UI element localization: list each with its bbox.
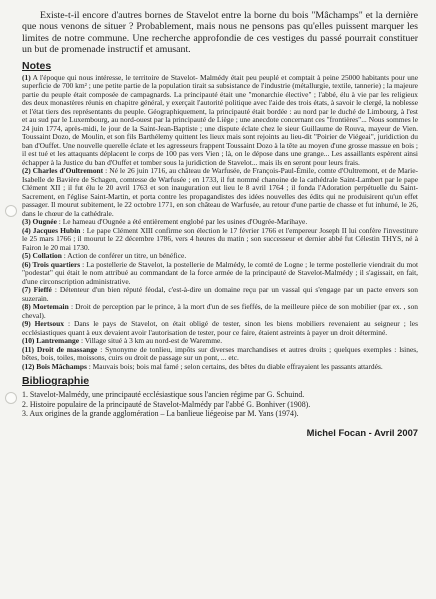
- note-label: (12) Bois Mâchamps: [22, 361, 87, 371]
- binder-hole-top: [5, 205, 17, 217]
- note-label: (3) Ougnée: [22, 217, 57, 227]
- note-label: (9) Hertsoux: [22, 319, 64, 329]
- note-label: (11) Droit de massange: [22, 344, 98, 354]
- bibliography-heading: Bibliographie: [22, 375, 90, 388]
- note-text: : Détenteur d'un bien réputé féodal, c'est-à-dire un domaine reçu par un vassal qui s'engage par un pacte envers son suzerain.: [22, 285, 418, 303]
- note-item: [22, 346, 418, 363]
- note-text: : Le pape Clément XIII confirme son élection le 17 février 1766 et l'empereur Joseph II lui confère l'investiture le 25 mars 1766 ; il mourut le 22 décembre 1786, vers 4 heures du matin ; son successeur et dernier abbé fut Célestin THYS, né à Fairon le 20 mai 1730.: [22, 225, 419, 252]
- note-text: : Synonyme de tonlieu, impôts sur diverses marchandises et autres droits ; quelques exemples : lsines, bêtes, bois, toiles, moissons, cuirs ou droit de passage sur un pont, ... etc.: [22, 344, 419, 363]
- note-label: (5) Collation: [22, 251, 62, 261]
- note-item: [22, 74, 418, 168]
- note-item: [22, 261, 418, 287]
- binder-hole-bottom: [5, 392, 17, 404]
- note-item: [22, 167, 418, 218]
- note-text: : Mauvais bois; bois mal famé ; selon certains, des bêtes du diable effrayaient les passants attardés.: [88, 361, 383, 371]
- note-text: : Le hameau d'Ougnée a été entièrement englobé par les usines d'Ougrée-Marihaye.: [58, 217, 308, 227]
- note-text: : Dans le pays de Stavelot, on était obligé de tester, sinon les biens mobiliers revenaient au seigneur ; les ecclésiastiques quant à eux devaient avoir l'autorisation de tester, pour ce faire, étaient astreints à payer un droit déterminé.: [22, 319, 418, 337]
- intro-paragraph: Existe-t-il encore d'autres bornes de Stavelot entre la borne du bois "Mâchamps" et la dernière que nous venons de situer ? Probablement, mais nous ne pensons pas qu'elles puissent marquer les limites de notre commune. Une recherche approfondie de ces vestiges du passé pourrait constituer un but de promenade instructif et amusant.: [22, 10, 418, 56]
- note-text: : La postellerie de Stavelot, la postellerie de Malmédy, le comté de Logne ; le terme postellerie viendrait du mot "podestat" qui était le nom attribué au commandant de la force armée de la principauté de Stavelot-Malmédy ; il s'agissait, en fait, d'une circonscription administrative.: [22, 259, 419, 286]
- note-label: (8) Mortemain: [22, 302, 69, 312]
- note-label: (6) Trois quartiers: [22, 259, 81, 269]
- note-text: : Action de conférer un titre, un bénéfice.: [63, 251, 187, 261]
- note-label: (4) Jacques Hubin: [22, 225, 81, 235]
- bibliography-item: 3. Aux origines de la grande agglomération – La banlieue liégeoise par M. Yans (1974).: [22, 409, 299, 419]
- bibliography-item: 1. Stavelot-Malmédy, une principauté ecclésiastique sous l'ancien régime par G. Schuind.: [22, 390, 305, 400]
- note-label: (1): [22, 72, 31, 82]
- note-item: [22, 363, 418, 372]
- document-page: [22, 10, 418, 438]
- note-label: (2) Charles d'Oultremont: [22, 166, 104, 176]
- note-text: : Village situé à 3 km au nord-est de Waremme.: [80, 336, 223, 346]
- note-item: [22, 286, 418, 303]
- author-signature: Michel Focan - Avril 2007: [306, 426, 418, 438]
- note-text: : Droit de perception par le prince, à la mort d'un de ses fieffés, de la meilleure pièce de son mobilier (par ex. , son cheval).: [22, 302, 419, 320]
- note-text: A l'époque qui nous intéresse, le territoire de Stavelot- Malmédy était peu peuplé et comptait à peine 25000 habitants pour une superficie de 700 km² ; une petite partie de la population tirait sa subsistance de l'industrie (métallurgie, textile, tannerie) ; la majeure partie du peuple était composée de campagnards. La principauté était une "monarchie élective" ; l'abbé, élu à vie par les religieux des deux monastères réunis en chapitre général, y exerçait l'autorité politique avec l'aide des trois états, à savoir le clergé, la noblesse et l'état tiers des représentants du peuple. Géographiquement, la principauté était bordée : au nord par le duché de Limbourg, à l'est et au sud par le Luxembourg, au nord-ouest par la principauté de Liège ; une anecdote concernant ces "frontières"... Nous sommes le 24 juin 1774, après-midi, le jour de la Saint-Jean-Baptiste ; une dispute éclate chez le sieur Guillaume de Rouva, mayeur de Vien. Toussaint Dozo, de Moulin, et son fils Barthélemy quittent les lieux mais sont rejoints au lieu-dit "Poirier de Viégeai", juridiction du ban d'Ouffet. Une nouvelle querelle éclate et les agresseurs frappent Toussaint Dozo à la tête au moyen d'une grosse massue en bois ; il est tué et les attaquants déplacent le corps de 100 pas vers Vien ; là, on le dépose dans une grange... Les assaillants espèrent ainsi échapper à la Justice du ban d'Ouffet et tomber sous la juridiction de Stavelot... mais ils en seront pour leurs frais.: [22, 72, 418, 167]
- bibliography-item: 2. Histoire populaire de la principauté de Stavelot-Malmédy par l'abbé G. Bonhiver (1908).: [22, 399, 311, 409]
- note-item: [22, 320, 418, 337]
- note-item: [22, 303, 418, 320]
- note-label: (10) Lantremange: [22, 336, 80, 346]
- notes-heading: Notes: [22, 59, 52, 72]
- note-text: : Né le 26 juin 1716, au château de Warfusée, de François-Paul-Émile, comte d'Oultremont, et de Marie-Isabelle de Bavière de Schagen, comtesse de Warfusée ; en 1733, il fut nommé chanoine de la cathédrale Saint-Lambert par le pape Clément XII ; il fut élu le 20 avril 1763 et son inauguration eut lieu le 8 avril 1764 ; il fonda l'Adoration perpétuelle du Saint-Sacrement, en l'église Saint-Martin, et porta contre les propagandistes des idées nouvelles des édits qui ne produisirent qu'un effet passager. Il mourut subitement, le 22 octobre 1771, en son château de Warfusée, au retour d'une partie de chasse et fut inhumé, le 26, dans le chœur de la cathédrale.: [22, 166, 419, 218]
- note-item: [22, 227, 418, 253]
- note-label: (7) Fieffé: [22, 285, 52, 295]
- bibliography-list: [22, 390, 418, 419]
- notes-list: [22, 74, 418, 372]
